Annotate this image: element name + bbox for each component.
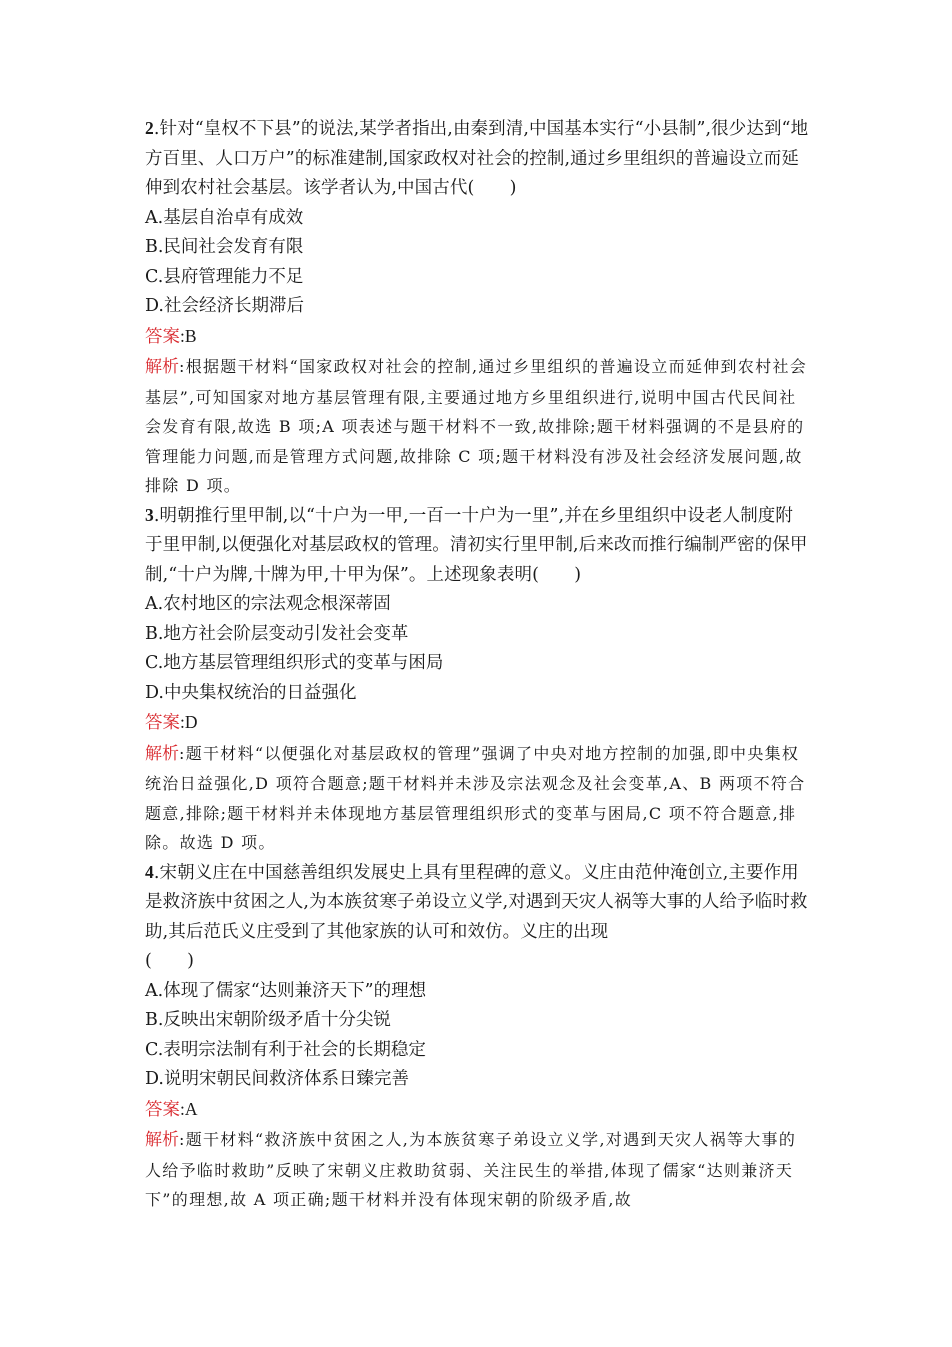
option-b: B.反映出宋朝阶级矛盾十分尖锐 bbox=[145, 1010, 391, 1030]
question-number: 2 bbox=[145, 118, 154, 138]
answer-line bbox=[145, 1095, 810, 1126]
option-c: C.县府管理能力不足 bbox=[145, 266, 304, 287]
question-text: .明朝推行里甲制,以“十户为一甲,一百一十户为一里”,并在乡里组织中设老人制度附于里甲制,以便强化对基层政权的管理。清初实行里甲制,后来改而推行编制严密的保甲制,“十户为牌,十牌为甲,十甲为保”。上述现象表明( ) bbox=[145, 505, 808, 585]
question-stem bbox=[145, 501, 810, 591]
analysis-text: :题干材料“救济族中贫困之人,为本族贫寒子弟设立义学,对遇到天灾人祸等大事的人给予临时救助”反映了宋朝义庄救助贫弱、关注民生的举措,体现了儒家“达则兼济天下”的理想,故 A 项正确;题干材料并没有体现宋朝的阶级矛盾,故 bbox=[145, 1130, 797, 1209]
option-a: A.农村地区的宗法观念根深蒂固 bbox=[145, 594, 391, 614]
analysis-label: 解析 bbox=[145, 357, 179, 377]
analysis-paragraph bbox=[145, 1125, 810, 1215]
question-3 bbox=[145, 501, 810, 858]
option-b: B.民间社会发育有限 bbox=[145, 237, 304, 257]
answer-label: 答案 bbox=[145, 713, 180, 733]
analysis-paragraph bbox=[145, 352, 810, 501]
question-stem bbox=[145, 858, 810, 948]
option-d: D.说明宋朝民间救济体系日臻完善 bbox=[145, 1069, 409, 1089]
answer-label: 答案 bbox=[145, 1099, 180, 1120]
analysis-label: 解析 bbox=[145, 1130, 179, 1150]
question-number: 4 bbox=[145, 861, 154, 882]
option-c: C.表明宗法制有利于社会的长期稳定 bbox=[145, 1039, 426, 1060]
question-document bbox=[145, 114, 810, 1215]
question-4 bbox=[145, 858, 810, 1215]
answer-label: 答案 bbox=[145, 326, 180, 347]
option-a: A.基层自治卓有成效 bbox=[145, 207, 304, 228]
question-number: 3 bbox=[145, 504, 154, 525]
option-b: B.地方社会阶层变动引发社会变革 bbox=[145, 623, 409, 644]
question-stem bbox=[145, 114, 810, 204]
answer-value: :B bbox=[180, 325, 197, 346]
analysis-label: 解析 bbox=[145, 743, 179, 764]
option-d: D.社会经济长期滞后 bbox=[145, 296, 304, 316]
question-text: .宋朝义庄在中国慈善组织发展史上具有里程碑的意义。义庄由范仲淹创立,主要作用是救济族中贫困之人,为本族贫寒子弟设立义学,对遇到天灾人祸等大事的人给予临时救助,其后范氏义庄受到了其他家族的认可和效仿。义庄的出现 bbox=[145, 862, 808, 942]
analysis-text: :根据题干材料“国家政权对社会的控制,通过乡里组织的普遍设立而延伸到农村社会基层”,可知国家对地方基层管理有限,主要通过地方乡里组织进行,说明中国古代民间社会发育有限,故选 B 项;A 项表述与题干材料不一致,故排除;题干材料强调的不是县府的管理能力问题,而是管理方式问题,故排除 C 项;题干材料没有涉及社会经济发展问题,故排除 D 项。 bbox=[145, 357, 808, 495]
answer-value: :A bbox=[180, 1098, 198, 1119]
answer-bracket: ( ) bbox=[145, 951, 195, 971]
answer-value: :D bbox=[180, 712, 198, 732]
question-2 bbox=[145, 114, 810, 501]
option-c: C.地方基层管理组织形式的变革与困局 bbox=[145, 653, 444, 673]
answer-line bbox=[145, 322, 810, 353]
analysis-paragraph bbox=[145, 739, 810, 858]
analysis-text: :题干材料“以便强化对基层政权的管理”强调了中央对地方控制的加强,即中央集权统治日益强化,D 项符合题意;题干材料并未涉及宗法观念及社会变革,A、B 两项不符合题意,排除;题干材料并未体现地方基层管理组织形式的变革与困局,C 项不符合题意,排除。故选 D 项。 bbox=[145, 743, 806, 852]
option-d: D.中央集权统治的日益强化 bbox=[145, 682, 357, 703]
answer-line bbox=[145, 708, 810, 739]
question-text: .针对“皇权不下县”的说法,某学者指出,由秦到清,中国基本实行“小县制”,很少达到“地方百里、人口万户”的标准建制,国家政权对社会的控制,通过乡里组织的普遍设立而延伸到农村社会基层。该学者认为,中国古代( ) bbox=[145, 119, 809, 198]
option-a: A.体现了儒家“达则兼济天下”的理想 bbox=[145, 980, 427, 1001]
